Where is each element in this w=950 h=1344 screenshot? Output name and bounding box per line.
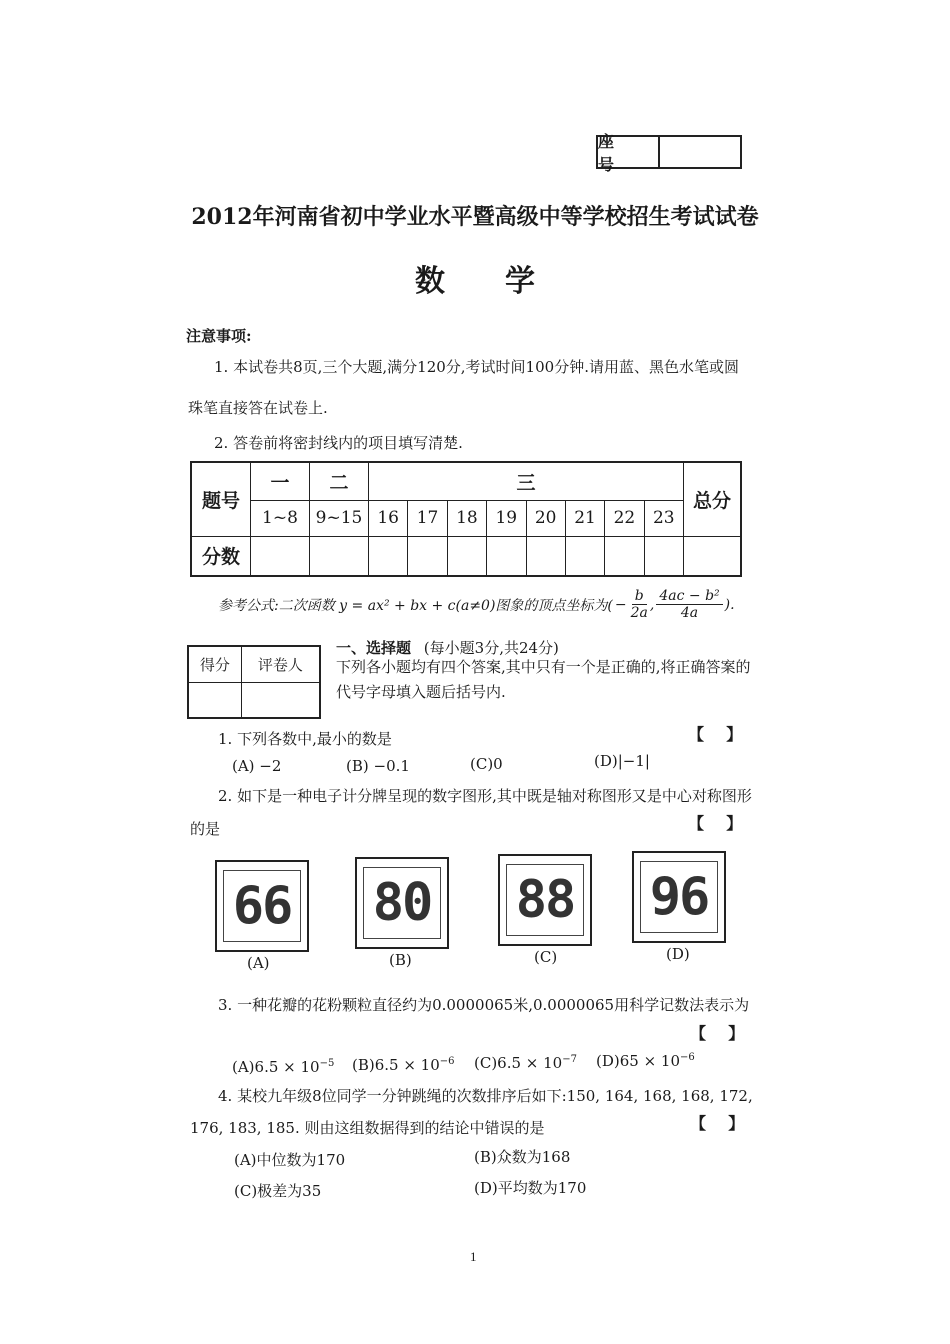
notice-item-1-line1: 1. 本试卷共8页,三个大题,满分120分,考试时间100分钟.请用蓝、黑色水笔或圆 [214,358,739,376]
q2-figure-c-caption: (C) [534,948,558,966]
question-number-header: 题号 [191,462,251,536]
section-1-title: 一、选择题 [336,639,412,657]
q1-option-d: (D)|−1| [594,752,650,770]
score-cell[interactable] [605,536,644,576]
q2-stem-line2: 的是 [190,820,221,838]
column-label: 16 [369,500,408,536]
q4-stem-line2: 176, 183, 185. 则由这组数据得到的结论中错误的是 [190,1119,545,1137]
q3-option-c-exponent: −7 [562,1054,577,1065]
formula-suffix: ). [724,596,735,613]
grader-name-label: 评卷人 [241,646,320,682]
section-1-points: (每小题3分,共24分) [423,639,559,657]
score-table [190,461,742,577]
column-label: 1~8 [251,500,310,536]
q1-answer-bracket[interactable]: 【 】 [688,725,743,744]
exam-title: 2012年河南省初中学业水平暨高级中等学校招生考试试卷 [191,204,759,230]
subject-title: 数学 [415,264,595,299]
digit-display: 88 [515,869,575,930]
column-label: 9~15 [310,500,369,536]
score-cell[interactable] [310,536,369,576]
digit-display: 66 [232,875,292,936]
q1-option-a: (A) −2 [232,757,282,775]
grader-score-field[interactable] [188,682,241,718]
q4-option-d: (D)平均数为170 [474,1179,587,1197]
fraction-numerator: b [632,588,647,605]
fraction-denominator: 2a [630,605,648,621]
formula-comma: , [649,596,655,613]
q1-option-c: (C)0 [470,755,503,773]
score-cell[interactable] [369,536,408,576]
q2-answer-bracket[interactable]: 【 】 [688,814,743,833]
q3-option-d-base: (D)65 × 10 [596,1052,681,1070]
q4-stem-line1: 4. 某校九年级8位同学一分钟跳绳的次数排序后如下:150, 164, 168, 168, 172, [218,1087,753,1105]
seat-number-label: 座 号 [598,137,660,167]
fraction-4ac-over-4a [656,588,722,621]
column-label: 17 [408,500,447,536]
q2-figure-d [632,851,726,943]
score-cell[interactable] [447,536,486,576]
score-row-label: 分数 [191,536,251,576]
q4-option-b: (B)众数为168 [474,1148,571,1166]
q2-figure-b-caption: (B) [389,951,412,969]
q4-answer-bracket[interactable]: 【 】 [690,1114,745,1133]
column-label: 22 [605,500,644,536]
column-label: 23 [644,500,683,536]
score-cell[interactable] [565,536,604,576]
digit-display: 96 [649,866,709,927]
fraction-denominator: 4a [680,605,699,621]
section-1-instruction-line2: 代号字母填入题后括号内. [336,683,506,701]
section-1-instruction-line1: 下列各小题均有四个答案,其中只有一个是正确的,将正确答案的 [336,658,751,676]
q2-figure-d-caption: (D) [666,945,690,963]
q3-option-d [596,1052,695,1070]
digit-display: 80 [372,872,432,933]
grader-name-field[interactable] [241,682,320,718]
section-header-3: 三 [369,462,684,500]
notice-heading: 注意事项: [186,327,252,345]
seat-number-box [596,132,742,174]
q1-option-b: (B) −0.1 [346,757,410,775]
seat-number-field[interactable] [660,137,740,167]
column-label: 21 [565,500,604,536]
q3-option-a-base: (A)6.5 × 10 [232,1058,320,1076]
q3-option-b [352,1056,455,1074]
fraction-numerator: 4ac − b² [656,588,722,605]
section-1-heading [336,637,559,658]
q3-option-b-base: (B)6.5 × 10 [352,1056,440,1074]
formula-neg: − [614,596,627,613]
total-score-header: 总分 [684,462,742,536]
q3-option-c [474,1054,577,1072]
q4-option-c: (C)极差为35 [234,1182,322,1200]
score-cell[interactable] [487,536,526,576]
q2-figure-c [498,854,592,946]
grader-score-label: 得分 [188,646,241,682]
q2-stem-line1: 2. 如下是一种电子计分牌呈现的数字图形,其中既是轴对称图形又是中心对称图形 [218,787,752,805]
q3-answer-bracket[interactable]: 【 】 [690,1024,745,1043]
page-number: 1 [470,1249,477,1264]
q2-figure-b [355,857,449,949]
q4-option-a: (A)中位数为170 [234,1151,346,1169]
q3-option-b-exponent: −6 [439,1056,455,1067]
column-label: 18 [447,500,486,536]
notice-item-2: 2. 答卷前将密封线内的项目填写清楚. [214,434,463,452]
column-label: 19 [487,500,526,536]
q2-figure-a-caption: (A) [247,954,270,972]
q3-stem: 3. 一种花瓣的花粉颗粒直径约为0.0000065米,0.0000065用科学记数法表示为 [218,996,750,1014]
formula-prefix: 参考公式:二次函数 y = ax² + bx + c(a≠0)图象的顶点坐标为( [218,597,613,614]
q3-option-c-base: (C)6.5 × 10 [474,1054,563,1072]
total-score-cell[interactable] [684,536,742,576]
grader-table [187,645,321,719]
score-cell[interactable] [408,536,447,576]
q2-figure-a [215,860,309,952]
q3-option-a [232,1058,334,1076]
column-label: 20 [526,500,565,536]
score-cell[interactable] [644,536,683,576]
score-cell[interactable] [251,536,310,576]
notice-item-1-line2: 珠笔直接答在试卷上. [188,399,328,417]
section-header-1: 一 [251,462,310,500]
score-cell[interactable] [526,536,565,576]
section-header-2: 二 [310,462,369,500]
q1-stem: 1. 下列各数中,最小的数是 [218,730,392,748]
q3-option-d-exponent: −6 [680,1052,695,1063]
fraction-b-over-2a [631,588,648,621]
reference-formula [218,588,735,621]
q3-option-a-exponent: −5 [319,1058,335,1069]
